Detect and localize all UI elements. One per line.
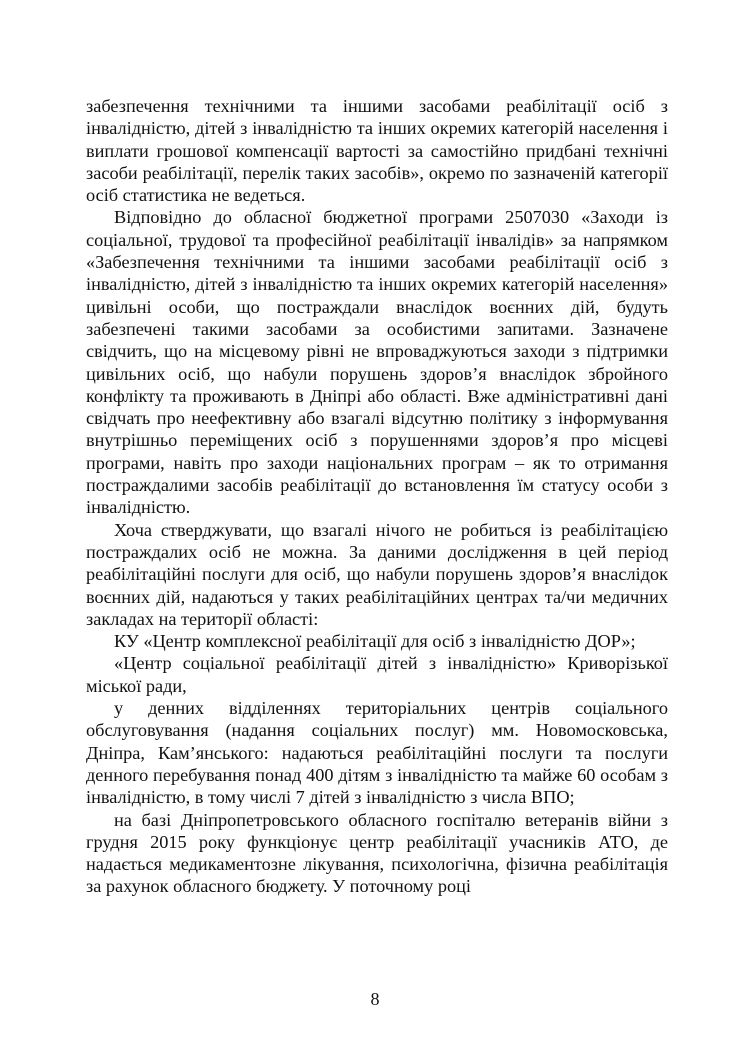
body-text xyxy=(86,95,668,898)
paragraph: «Центр соціальної реабілітації дітей з інвалідністю» Криворізької міської ради, xyxy=(86,653,668,696)
page-number: 8 xyxy=(370,989,380,1009)
paragraph: забезпечення технічними та іншими засобами реабілітації осіб з інвалідністю, дітей з інвалідністю та інших окремих категорій населення і виплати грошової компенсації вартості за самостійно придбані технічні засоби реабілітації, перелік таких засобів», окремо по зазначеній категорії осіб статистика не ведеться. xyxy=(86,96,668,206)
paragraph: у денних відділеннях територіальних центрів соціального обслуговування (надання соціальних послуг) мм. Новомосковська, Дніпра, Кам’янського: надаються реабілітаційні послуги та послуги денного перебування понад 400 дітям з інвалідністю та майже 60 особам з інвалідністю, в тому числі 7 дітей з інвалідністю з числа ВПО; xyxy=(86,698,668,808)
paragraph: Відповідно до обласної бюджетної програми 2507030 «Заходи із соціальної, трудової та професійної реабілітації інвалідів» за напрямком «Забезпечення технічними та іншими засобами реабілітації осіб з інвалідністю, дітей з інвалідністю та інших окремих категорій населення» цивільні особи, що постраждали внаслідок воєнних дій, будуть забезпечені такими засобами за особистими запитами. Зазначене свідчить, що на місцевому рівні не впроваджуються заходи з підтримки цивільних осіб, що набули порушень здоров’я внаслідок збройного конфлікту та проживають в Дніпрі або області. Вже адміністративні дані свідчать про неефективну або взагалі відсутню політику з інформування внутрішньо переміщених осіб з порушеннями здоров’я про місцеві програми, навіть про заходи національних програм – як то отримання постраждалими засобів реабілітації до встановлення їм статусу особи з інвалідністю. xyxy=(86,207,668,518)
paragraph: КУ «Центр комплексної реабілітації для осіб з інвалідністю ДОР»; xyxy=(114,631,636,652)
paragraph: на базі Дніпропетровського обласного госпіталю ветеранів війни з грудня 2015 року функціонує центр реабілітації учасників АТО, де надається медикаментозне лікування, психологічна, фізична реабілітація за рахунок обласного бюджету. У поточному році xyxy=(86,809,668,897)
paragraph: Хоча стверджувати, що взагалі нічого не робиться із реабілітацією постраждалих осіб не можна. За даними дослідження в цей період реабілітаційні послуги для осіб, що набули порушень здоров’я внаслідок воєнних дій, надаються у таких реабілітаційних центрах та/чи медичних закладах на території області: xyxy=(86,519,668,629)
